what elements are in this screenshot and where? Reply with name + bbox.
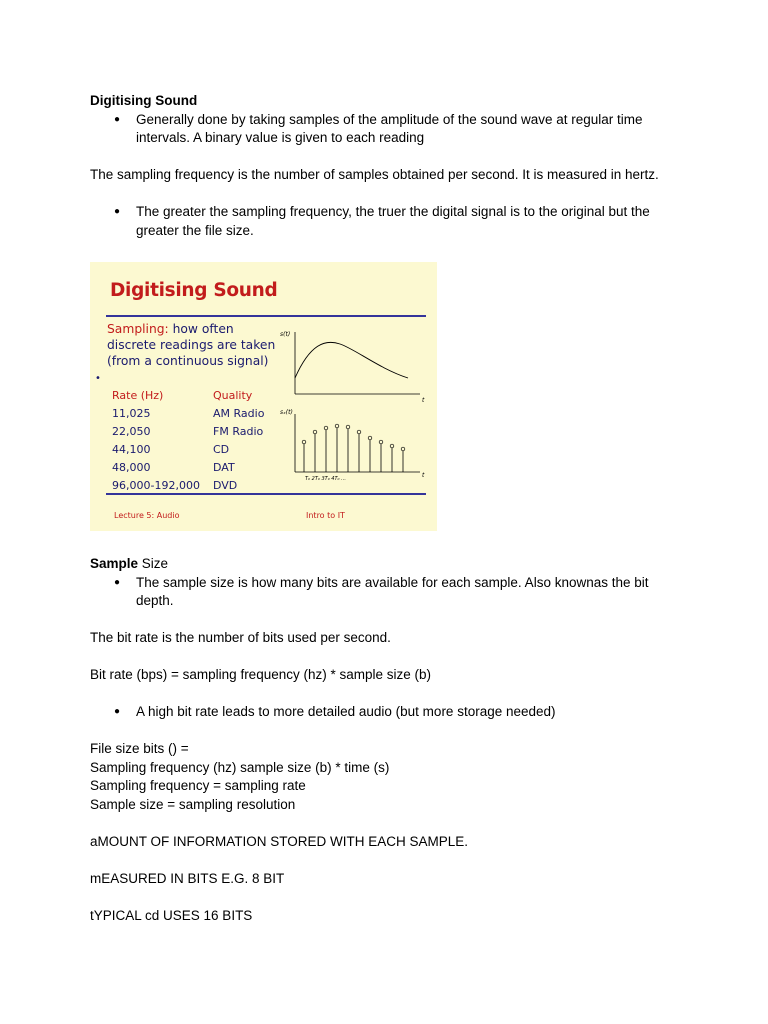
sample-point	[313, 430, 317, 434]
slide-table-header-quality: Quality	[213, 389, 253, 403]
slide-rate-table	[112, 387, 264, 494]
slide-sampling-label: Sampling:	[107, 322, 169, 336]
table-cell-rate: 11,025	[112, 406, 151, 420]
table-cell-rate: 96,000-192,000	[112, 478, 200, 492]
bullet-greater-frequency: ● The greater the sampling frequency, the truer the digital signal is to the original but the greater the file size.	[136, 203, 676, 240]
sample-point	[302, 440, 306, 444]
bullet-sampling-description: ● Generally done by taking samples of the amplitude of the sound wave at regular time intervals. A binary value is given to each reading	[136, 111, 676, 148]
table-cell-quality: AM Radio	[213, 406, 265, 420]
table-cell-quality: DVD	[213, 478, 238, 492]
top-graph-y-label: s(t)	[280, 331, 291, 338]
line-amount-information: aMOUNT OF INFORMATION STORED WITH EACH SAMPLE.	[90, 833, 469, 849]
slide-sampling-definition: how often discrete readings are taken (from a continuous signal)	[107, 322, 276, 368]
heading-digitising-sound: Digitising Sound	[90, 93, 198, 108]
table-cell-quality: CD	[213, 442, 230, 456]
sample-point	[324, 426, 328, 430]
line-sampling-resolution: Sample size = sampling resolution	[90, 796, 296, 812]
table-row	[112, 459, 264, 477]
line-measured-bits: mEASURED IN BITS E.G. 8 BIT	[90, 870, 285, 886]
table-cell-quality: FM Radio	[213, 424, 264, 438]
slide-sampling-text	[107, 321, 277, 369]
bottom-graph-tick-labels: T₀ 2T₀ 3T₀ 4T₀ ...	[305, 476, 346, 482]
table-row	[112, 477, 264, 495]
table-row	[112, 405, 264, 423]
table-cell-rate: 22,050	[112, 424, 151, 438]
line-typical-cd: tYPICAL cd USES 16 BITS	[90, 907, 253, 923]
slide-title: Digitising Sound	[110, 280, 278, 301]
sample-point	[379, 440, 383, 444]
slide-bottom-rule	[106, 493, 426, 495]
slide-bullet-dot: •	[95, 373, 101, 384]
slide-table-header-rate: Rate (Hz)	[112, 389, 164, 403]
slide-footer-left: Lecture 5: Audio	[114, 511, 180, 520]
line-sampling-formula: Sampling frequency (hz) sample size (b) * time (s)	[90, 759, 390, 775]
bullet-sample-size: ● The sample size is how many bits are available for each sample. Also knownas the bit depth.	[136, 574, 676, 611]
paragraph-sampling-frequency: The sampling frequency is the number of samples obtained per second. It is measured in hertz.	[90, 167, 659, 182]
bullet-list-2	[90, 203, 690, 240]
sample-point	[401, 447, 405, 451]
bullet-list-3	[90, 574, 690, 611]
sample-point	[368, 436, 372, 440]
heading-size-text: Size	[138, 556, 169, 571]
bullet-list-4	[90, 703, 690, 722]
table-cell-quality: DAT	[213, 460, 235, 474]
bullet-list-1	[90, 111, 690, 148]
document-body	[90, 92, 690, 925]
sample-point	[335, 424, 339, 428]
bullet-high-bit-rate: ● A high bit rate leads to more detailed audio (but more storage needed)	[136, 703, 676, 722]
heading-sample-size	[90, 555, 690, 574]
line-file-size: File size bits () =	[90, 741, 189, 756]
table-cell-rate: 44,100	[112, 442, 151, 456]
paragraph-bit-rate-formula: Bit rate (bps) = sampling frequency (hz) * sample size (b)	[90, 667, 432, 682]
slide-footer-right: Intro to IT	[306, 511, 345, 520]
embedded-slide-image	[90, 262, 437, 531]
sample-stems	[302, 424, 405, 472]
sample-point	[357, 430, 361, 434]
sample-point	[346, 425, 350, 429]
heading-sample-bold: Sample	[90, 556, 139, 571]
bottom-graph-y-label: sₓ(t)	[280, 409, 293, 416]
continuous-signal-curve	[295, 342, 408, 378]
slide-table-header	[112, 387, 264, 405]
table-cell-rate: 48,000	[112, 460, 151, 474]
bottom-graph-x-label: t	[422, 472, 425, 479]
sample-point	[390, 444, 394, 448]
sampling-graphs	[280, 314, 430, 482]
table-row	[112, 441, 264, 459]
top-graph-x-label: t	[422, 397, 425, 404]
line-sampling-rate: Sampling frequency = sampling rate	[90, 778, 306, 793]
paragraph-bit-rate: The bit rate is the number of bits used per second.	[90, 630, 391, 645]
table-row	[112, 423, 264, 441]
